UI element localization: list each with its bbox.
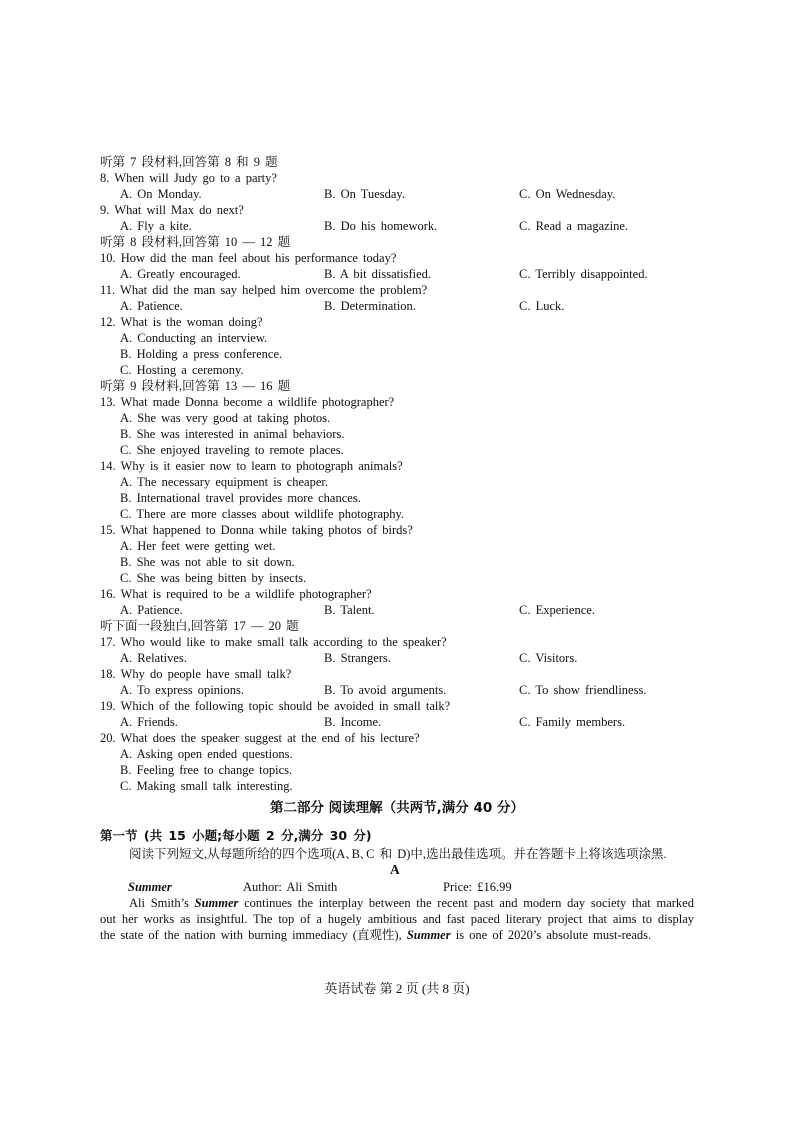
option-b: B. She was not able to sit down. xyxy=(120,555,295,569)
listening-section-header: 听第 7 段材料,回答第 8 和 9 题 xyxy=(100,155,278,169)
question-stem: 13. What made Donna become a wildlife photographer? xyxy=(100,395,395,409)
option-a: A. Her feet were getting wet. xyxy=(120,539,276,553)
option-a: A. Fly a kite. xyxy=(120,219,192,233)
page-footer: 英语试卷 第 2 页 (共 8 页) xyxy=(324,981,470,996)
option-c: C. Read a magazine. xyxy=(519,219,629,233)
question-stem: 16. What is required to be a wildlife photographer? xyxy=(100,587,372,601)
question-stem: 10. How did the man feel about his performance today? xyxy=(100,251,397,265)
question-stem: 11. What did the man say helped him overcome the problem? xyxy=(100,283,428,297)
passage-paragraph xyxy=(100,895,694,943)
passage-label: A xyxy=(390,862,400,877)
paragraph-text: continues the interplay between the recent past and modern day society that marked out her works as insightful. The top of a hugely ambitious and fast paced literary project that aims to display the state of the nation with burning immediacy (直观性), xyxy=(100,896,694,942)
book-title-inline: Summer xyxy=(194,896,239,910)
option-a: A. The necessary equipment is cheaper. xyxy=(120,475,328,489)
option-c: C. Hosting a ceremony. xyxy=(120,363,244,377)
option-b: B. Income. xyxy=(324,715,382,729)
option-a: A. On Monday. xyxy=(120,187,202,201)
option-c: C. She was being bitten by insects. xyxy=(120,571,307,585)
book-title-inline: Summer xyxy=(406,928,451,942)
option-b: B. She was interested in animal behaviors. xyxy=(120,427,345,441)
option-b: B. Do his homework. xyxy=(324,219,438,233)
question-stem: 18. Why do people have small talk? xyxy=(100,667,292,681)
paragraph-text: Ali Smith’s xyxy=(129,896,195,910)
option-c: C. Terribly disappointed. xyxy=(519,267,648,281)
question-stem: 17. Who would like to make small talk according to the speaker? xyxy=(100,635,447,649)
option-a: A. Patience. xyxy=(120,299,183,313)
option-c: C. Experience. xyxy=(519,603,595,617)
option-a: A. Relatives. xyxy=(120,651,187,665)
book-author: Author: Ali Smith xyxy=(243,880,338,894)
option-b: B. Talent. xyxy=(324,603,375,617)
option-c: C. Family members. xyxy=(519,715,626,729)
option-c: C. Making small talk interesting. xyxy=(120,779,293,793)
option-a: A. Asking open ended questions. xyxy=(120,747,293,761)
option-b: B. Strangers. xyxy=(324,651,391,665)
paragraph-text: is one of 2020’s absolute must-reads. xyxy=(450,928,652,942)
option-a: A. She was very good at taking photos. xyxy=(120,411,331,425)
option-a: A. Greatly encouraged. xyxy=(120,267,241,281)
option-a: A. Conducting an interview. xyxy=(120,331,268,345)
question-stem: 19. Which of the following topic should be avoided in small talk? xyxy=(100,699,451,713)
question-stem: 12. What is the woman doing? xyxy=(100,315,263,329)
question-stem: 14. Why is it easier now to learn to photograph animals? xyxy=(100,459,403,473)
section-title: 第一节 (共 15 小题;每小题 2 分,满分 30 分) xyxy=(100,828,372,843)
option-c: C. Visitors. xyxy=(519,651,578,665)
option-b: B. Holding a press conference. xyxy=(120,347,283,361)
book-price: Price: £16.99 xyxy=(443,880,512,894)
part-title: 第二部分 阅读理解（共两节,满分 40 分） xyxy=(269,800,524,816)
option-c: C. Luck. xyxy=(519,299,565,313)
instructions: 阅读下列短文,从每题所给的四个选项(A､B､C 和 D)中,选出最佳选项。并在答题卡上将该选项涂黑. xyxy=(129,847,667,861)
question-stem: 15. What happened to Donna while taking photos of birds? xyxy=(100,523,413,537)
option-b: B. A bit dissatisfied. xyxy=(324,267,432,281)
option-c: C. She enjoyed traveling to remote places. xyxy=(120,443,344,457)
option-b: B. Feeling free to change topics. xyxy=(120,763,293,777)
listening-section-header: 听第 9 段材料,回答第 13 — 16 题 xyxy=(100,379,291,393)
option-a: A. Friends. xyxy=(120,715,178,729)
question-stem: 9. What will Max do next? xyxy=(100,203,244,217)
option-b: B. To avoid arguments. xyxy=(324,683,447,697)
listening-section-header: 听第 8 段材料,回答第 10 — 12 题 xyxy=(100,235,291,249)
book-title: Summer xyxy=(128,880,172,894)
option-a: A. Patience. xyxy=(120,603,183,617)
option-c: C. To show friendliness. xyxy=(519,683,647,697)
question-stem: 8. When will Judy go to a party? xyxy=(100,171,277,185)
option-b: B. International travel provides more chances. xyxy=(120,491,361,505)
option-c: C. On Wednesday. xyxy=(519,187,616,201)
question-stem: 20. What does the speaker suggest at the end of his lecture? xyxy=(100,731,420,745)
option-a: A. To express opinions. xyxy=(120,683,244,697)
listening-section-header: 听下面一段独白,回答第 17 — 20 题 xyxy=(100,619,299,633)
option-b: B. Determination. xyxy=(324,299,416,313)
option-b: B. On Tuesday. xyxy=(324,187,405,201)
option-c: C. There are more classes about wildlife photography. xyxy=(120,507,405,521)
